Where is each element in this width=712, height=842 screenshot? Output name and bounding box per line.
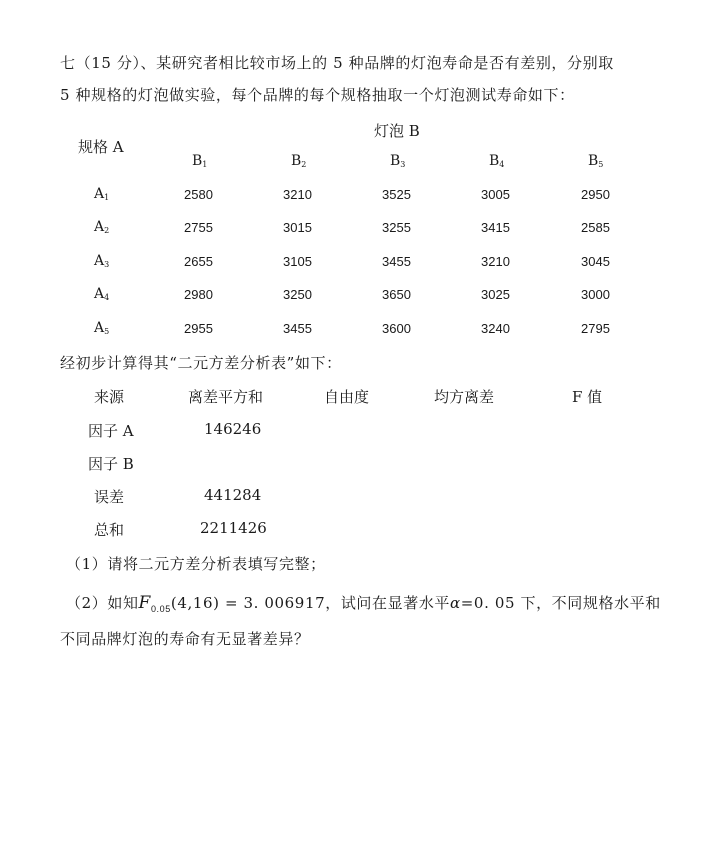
problem-line-1: 七（15 分）、某研究者相比较市场上的 5 种品牌的灯泡寿命是否有差别，分别取 [60,54,614,72]
table1-row-header: 规格 A [78,138,124,156]
table1-cell: 3210 [481,254,510,269]
question-1: （1）请将二元方差分析表填写完整； [66,555,326,573]
anova-header-df: 自由度 [324,388,370,406]
table1-col-header-b5: $B_5$ [588,153,604,169]
table1-cell: 3210 [283,187,312,202]
table1-cell: 3455 [382,254,411,269]
table1-cell: 2655 [184,254,213,269]
anova-row-source: 总和 [94,521,125,539]
table1-cell: 3025 [481,287,510,302]
table1-cell: 3525 [382,187,411,202]
anova-row-ss: 146246 [204,420,262,438]
table1-col-header-b4: $B_4$ [489,153,505,169]
table1-cell: 3015 [283,220,312,235]
table1-row-label-a5: $A_5$ [94,320,110,336]
table1-cell: 3005 [481,187,510,202]
table1-cell: 2955 [184,321,213,336]
table1-cell: 3650 [382,287,411,302]
table1-cell: 2580 [184,187,213,202]
table1-cell: 3105 [283,254,312,269]
table1-col-header-b3: $B_3$ [390,153,406,169]
table1-cell: 3255 [382,220,411,235]
table1-col-header-b2: $B_2$ [291,153,307,169]
anova-row-ss: 441284 [204,486,262,504]
anova-row-source: 误差 [94,488,125,506]
anova-row-source: 因子 B [88,455,134,473]
anova-row-source: 因子 A [88,422,134,440]
table1-cell: 3415 [481,220,510,235]
table1-row-label-a1: $A_1$ [94,186,110,202]
table1-col-header-b1: $B_1$ [192,153,208,169]
anova-header-ms: 均方离差 [434,388,495,406]
anova-header-f: F 值 [572,388,603,406]
table1-cell: 2795 [581,321,610,336]
table1-cell: 2755 [184,220,213,235]
alpha-symbol: α [450,594,461,612]
table1-cell: 2980 [184,287,213,302]
question-2-line-2: 不同品牌灯泡的寿命有无显著差异？ [60,630,310,648]
table1-cell: 3045 [581,254,610,269]
table1-cell: 2950 [581,187,610,202]
table1-row-label-a2: $A_2$ [94,219,110,235]
table1-cell: 3600 [382,321,411,336]
table1-row-label-a3: $A_3$ [94,253,110,269]
anova-intro: 经初步计算得其“二元方差分析表”如下： [60,354,342,372]
table1-cell: 3000 [581,287,610,302]
table1-col-group-header: 灯泡 B [374,122,420,140]
table1-cell: 2585 [581,220,610,235]
anova-row-ss: 2211426 [200,519,267,537]
f-statistic-symbol: F [138,593,151,613]
table1-cell: 3250 [283,287,312,302]
problem-line-2: 5 种规格的灯泡做实验，每个品牌的每个规格抽取一个灯泡测试寿命如下： [60,86,575,104]
table1-row-label-a4: $A_4$ [94,286,110,302]
table1-cell: 3240 [481,321,510,336]
anova-header-ss: 离差平方和 [188,388,264,406]
question-2-line-1: （2）如知$F_{0.05}(4,16) = 3$. 006917，试问在显著水平α=0. 05 下，不同规格水平和 [66,593,661,614]
anova-header-source: 来源 [94,388,125,406]
table1-cell: 3455 [283,321,312,336]
